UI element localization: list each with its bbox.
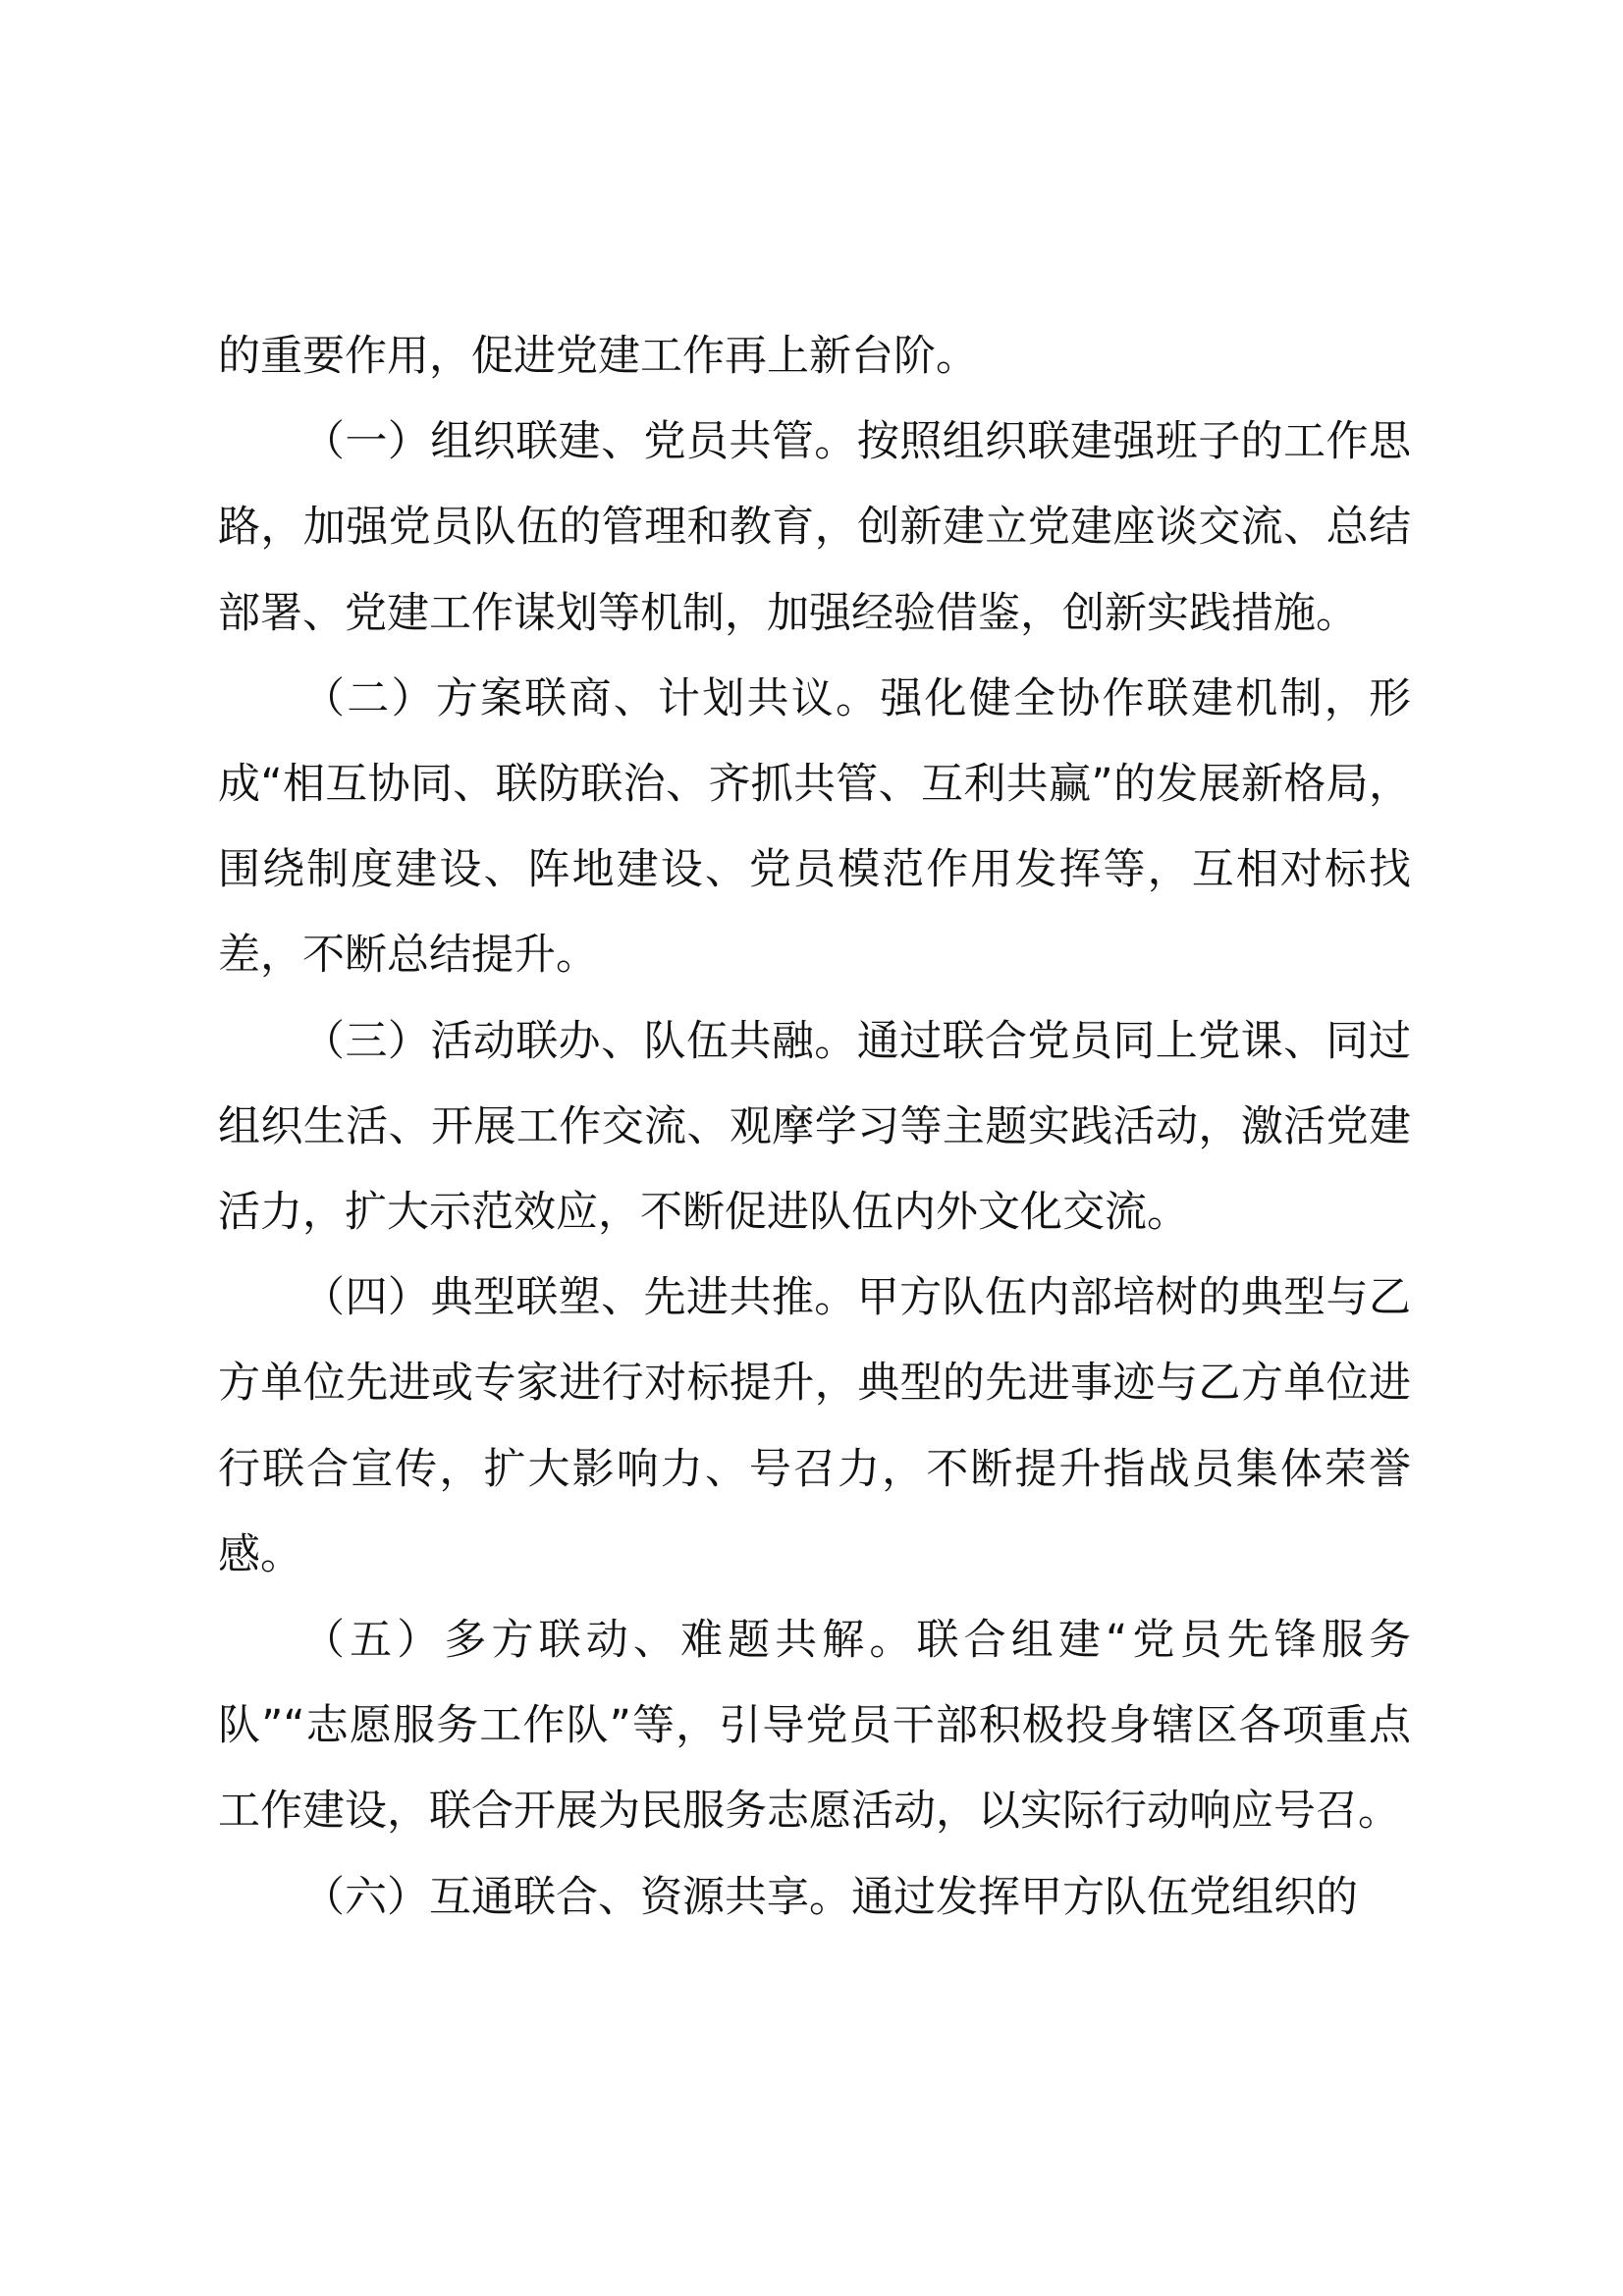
paragraph-item-6: （六）互通联合、资源共享。通过发挥甲方队伍党组织的 [302,1872,1358,1922]
paragraph-continuation: 的重要作用，促进党建工作再上新台阶。 [218,332,978,381]
paragraph-item-5: （五）多方联动、难题共解。联合组建“党员先锋服务队”“志愿服务工作队”等，引导党员干部积极投身辖区各项重点工作建设，联合开展为民服务志愿活动，以实际行动响应号召。 [218,1616,1411,1837]
paragraph-item-1: （一）组织联建、党员共管。按照组织联建强班子的工作思路，加强党员队伍的管理和教育，创新建立党建座谈交流、总结部署、党建工作谋划等机制，加强经验借鉴，创新实践措施。 [218,417,1411,638]
paragraph-item-4: （四）典型联塑、先进共推。甲方队伍内部培树的典型与乙方单位先进或专家进行对标提升，典型的先进事迹与乙方单位进行联合宣传，扩大影响力、号召力，不断提升指战员集体荣誉感。 [218,1273,1411,1579]
paragraph-item-3: （三）活动联办、队伍共融。通过联合党员同上党课、同过组织生活、开展工作交流、观摩学习等主题实践活动，激活党建活力，扩大示范效应，不断促进队伍内外文化交流。 [218,1016,1411,1238]
document-body [218,314,1411,1941]
paragraph-item-2: （二）方案联商、计划共议。强化健全协作联建机制，形成“相互协同、联防联治、齐抓共管、互利共赢”的发展新格局，围绕制度建设、阵地建设、党员模范作用发挥等，互相对标找差，不断总结提升。 [218,673,1411,981]
